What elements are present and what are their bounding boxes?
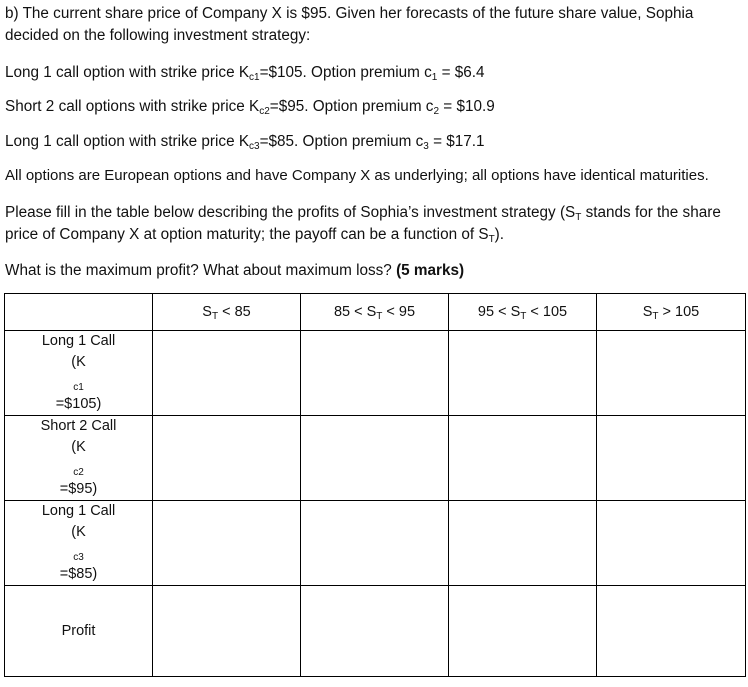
row-label-profit: Profit [5,586,153,677]
answer-cell[interactable] [597,331,746,416]
table-header-row [5,294,746,331]
table-row [5,331,746,416]
answer-cell[interactable] [449,501,597,586]
answer-cell[interactable] [597,501,746,586]
row-label-long-call-85: Long 1 Call (K $_{c3}$ =$85) [5,501,153,586]
table-row [5,501,746,586]
table-row [5,416,746,501]
marks-label: (5 marks) [396,262,465,279]
european-note: All options are European options and have Company X as underlying; all options have identical maturities. [5,167,709,184]
profit-table [4,293,746,677]
answer-cell[interactable] [597,586,746,677]
table-corner-cell [5,294,153,331]
fill-table-instruction: Please fill in the table below describing the profits of Sophia’s investment strategy ($S_T$ stands for the share price of Company X at option maturity; the payoff can be a function of $S_T$). [5,204,721,245]
answer-cell[interactable] [301,331,449,416]
max-profit-question: What is the maximum profit? What about maximum loss? (5 marks) [5,262,465,279]
answer-cell[interactable] [153,501,301,586]
header-st-above-105: $S_T > 105$ [597,294,746,331]
table-row-profit [5,586,746,677]
option-short-call-95: Short 2 call options with strike price $K_{c2}=\$95$. Option premium $c_2$ = $10.9 [5,98,495,117]
answer-cell[interactable] [153,586,301,677]
option-long-call-85: Long 1 call option with strike price $K_{c3}=\$85$. Option premium $c_3$ = $17.1 [5,133,485,152]
answer-cell[interactable] [449,416,597,501]
header-st-95-105: $95 < S_T < 105$ [449,294,597,331]
answer-cell[interactable] [597,416,746,501]
answer-cell[interactable] [301,416,449,501]
answer-cell[interactable] [153,416,301,501]
answer-cell[interactable] [449,586,597,677]
answer-cell[interactable] [301,501,449,586]
row-label-short-call-95: Short 2 Call (K $_{c2}$ =$95) [5,416,153,501]
answer-cell[interactable] [301,586,449,677]
answer-cell[interactable] [449,331,597,416]
answer-cell[interactable] [153,331,301,416]
header-st-85-95: $85 < S_T < 95$ [301,294,449,331]
question-intro: b) The current share price of Company X is $95. Given her forecasts of the future share value, Sophia decided on the following investment strategy: [5,5,694,44]
option-long-call-105: Long 1 call option with strike price $K_{c1}=\$105$. Option premium $c_1$ = $6.4 [5,64,485,83]
header-st-below-85: $S_T < 85$ [153,294,301,331]
row-label-long-call-105: Long 1 Call (K $_{c1}$ =$105) [5,331,153,416]
